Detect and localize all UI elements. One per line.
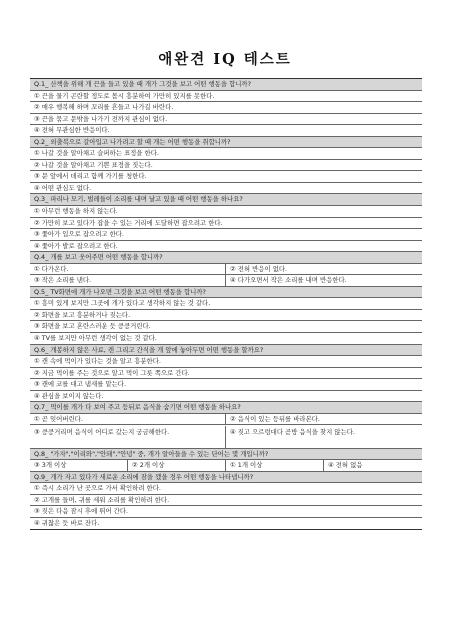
option-1-2: ② 매우 행복해 하며 꼬리를 흔들고 나가길 바란다. (30, 102, 422, 114)
question-6: Q.6_ 개봉하지 않은 사료, 캔 그리고 간식을 개 앞에 놓아두면 어떤 행동을 할까요? (30, 345, 422, 357)
option-1-1: ① 끈을 물기 곤란할 정도로 몹시 흥분하여 가만히 있지를 못한다. (30, 91, 422, 103)
question-4: Q.4_ 개를 보고 웃어주면 어떤 행동을 합니까? (30, 252, 422, 264)
option-7-1: ① 곧 잊어버린다. (30, 414, 226, 425)
option-8-1: ③ 3개 이상 (30, 460, 128, 471)
option-7-4: ④ 짖고 으르렁대다 곧방 음식을 찾지 않는다. (230, 428, 355, 437)
option-row-7b (30, 425, 422, 448)
question-1: Q.1_ 산책을 위해 개 끈을 들고 있을 때 개가 그것을 보고 어떤 행동을 합니까? (30, 79, 422, 91)
option-1-3: ③ 끈을 묶고 문밖을 나가기 전까지 관심이 없다. (30, 114, 422, 126)
option-7-3: ③ 킁킁거리며 음식이 어디로 갔는지 궁금해한다. (30, 426, 226, 447)
option-row-4b (30, 275, 422, 287)
option-9-1: ① 즉시 소리가 난 곳으로 가서 확인하려 한다. (30, 483, 422, 495)
option-row-7a (30, 414, 422, 426)
option-3-1: ① 아무런 행동을 하지 않는다. (30, 206, 422, 218)
option-8-4: ④ 전혀 없음 (328, 461, 363, 470)
question-7: Q.7_ 먹이를 개가 다 보여 주고 등뒤로 음식을 숨기면 어떤 행동을 하나요? (30, 402, 422, 414)
question-table (30, 78, 422, 530)
option-2-1: ① 나갈 것을 알아채고 슬퍼하는 표정을 한다. (30, 148, 422, 160)
option-2-4: ④ 어떤 관심도 없다. (30, 183, 422, 195)
option-1-4: ④ 전혀 무관심한 반응이다. (30, 125, 422, 137)
question-5: Q.5_ TV화면에 개가 나오면 그것을 보고 어떤 행동을 합니까? (30, 287, 422, 299)
option-3-2: ② 가만히 보고 있다가 잡을 수 있는 거리에 도달하면 잡으려고 한다. (30, 218, 422, 230)
option-3-4: ④ 쫓아가 발로 잡으려고 한다. (30, 241, 422, 253)
option-9-2: ② 고개를 들며, 귀를 세워 소리를 확인하려 한다. (30, 495, 422, 507)
option-row-4a (30, 264, 422, 276)
page-title: 애완견 IQ 테스트 (158, 51, 292, 68)
option-4-3: ③ 작은 소리를 낸다. (30, 275, 226, 286)
option-8-3: ① 1개 이상 (226, 460, 324, 471)
option-6-3: ③ 캔에 코를 대고 냄새를 맡는다. (30, 379, 422, 391)
option-7-2: ② 음식이 있는 등뒤를 바라본다. (230, 414, 320, 423)
option-4-2: ② 전혀 반응이 없다. (230, 264, 288, 273)
question-9: Q.9_ 개가 자고 있다가 새로운 소리에 잠을 깼을 경우 어떤 행동을 나타냅니까? (30, 472, 422, 484)
option-5-2: ② 화면을 보고 흥분하거나 짖는다. (30, 310, 422, 322)
question-8: Q.8_ "가자","이리와","안돼","안녕" 중, 개가 알아들을 수 있는 단어는 몇 개입니까? (30, 449, 422, 461)
option-8-2: ② 2개 이상 (128, 460, 226, 471)
option-6-4: ④ 관심을 보이지 않는다. (30, 391, 422, 403)
option-9-3: ③ 짖은 다음 잠시 후에 뛰어 간다. (30, 506, 422, 518)
option-3-3: ③ 쫓아가 입으로 잡으려고 한다. (30, 229, 422, 241)
option-2-2: ② 나갈 것을 알아채고 기쁜 표정을 짓는다. (30, 160, 422, 172)
option-row-8 (30, 460, 422, 472)
option-4-4: ④ 다가오면서 작은 소리를 내며 반응한다. (230, 276, 347, 285)
option-2-3: ③ 문 앞에서 데리고 함께 가기를 청한다. (30, 171, 422, 183)
option-6-1: ① 캔 속에 먹이가 있다는 것을 알고 흥분한다. (30, 356, 422, 368)
question-2: Q.2_ 외출복으로 갈아입고 나가려고 할 때 개는 어떤 행동을 취합니까? (30, 137, 422, 149)
option-6-2: ② 지금 먹이를 주는 것으로 알고 먹이 그릇 쪽으로 간다. (30, 368, 422, 380)
question-3: Q.3_ 파리나 모기, 벌레들이 소리를 내며 날고 있을 때 어떤 행동을 하나요? (30, 194, 422, 206)
option-4-1: ① 다가온다. (30, 264, 226, 275)
option-5-3: ③ 화면을 보고 혼란스러운 듯 킁킁거린다. (30, 321, 422, 333)
option-5-4: ④ TV를 보지만 아무런 생각이 없는 것 같다. (30, 333, 422, 345)
option-5-1: ① 흥미 있게 보지만 그곳에 개가 있다고 생각하지 않는 것 같다. (30, 298, 422, 310)
option-9-4: ④ 귀찮은 듯 바로 잔다. (34, 518, 100, 527)
